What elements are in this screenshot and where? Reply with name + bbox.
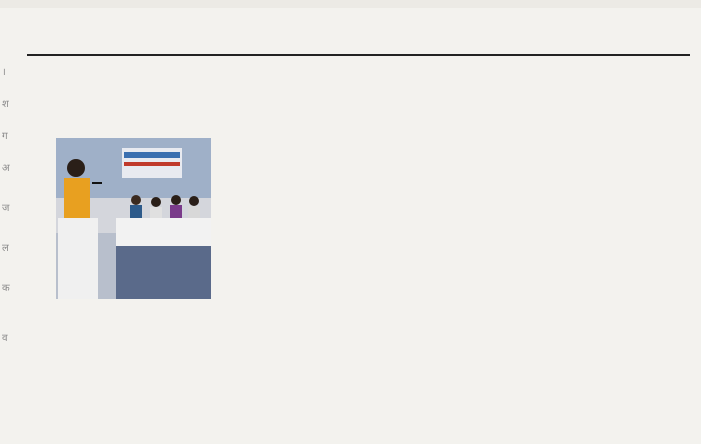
page-footer-strip xyxy=(0,408,701,444)
event-photo xyxy=(56,138,211,299)
previous-article-edge xyxy=(0,0,701,8)
headline-rule xyxy=(27,54,690,56)
adjacent-column-edge: । श ग अ ज ल क व xyxy=(2,67,10,344)
event-photo-image xyxy=(56,138,211,299)
news-article xyxy=(27,10,690,408)
